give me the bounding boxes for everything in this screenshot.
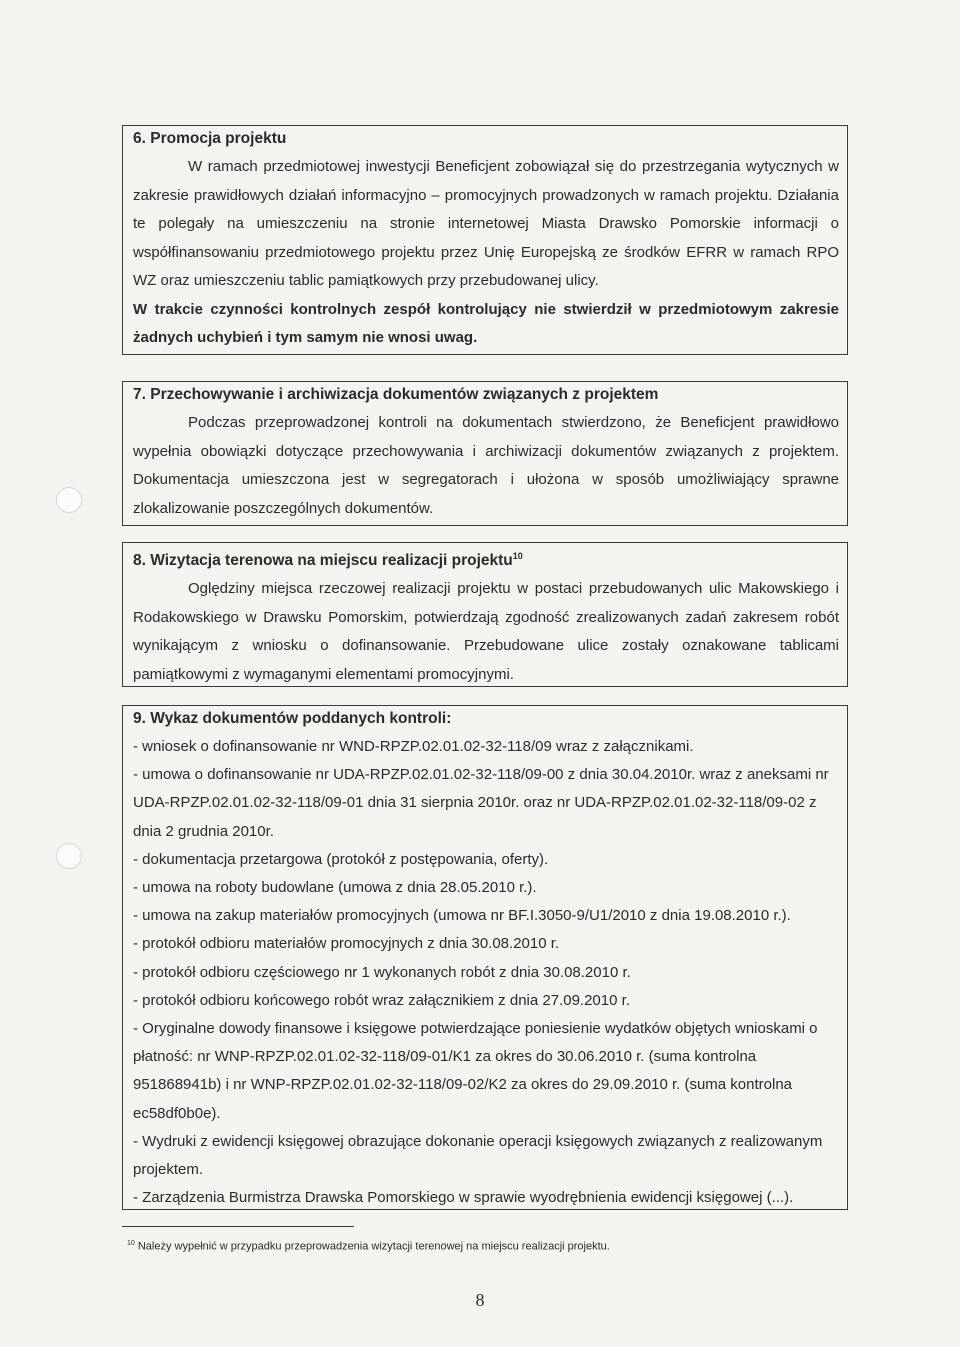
- list-item: - protokół odbioru częściowego nr 1 wykonanych robót z dnia 30.08.2010 r.: [133, 963, 631, 981]
- list-item: - Oryginalne dowody finansowe i księgowe potwierdzające poniesienie wydatków objętych wnioskami o płatność: nr WNP-RPZP.02.01.02-32-118/09-01/K1 za okres do 30.06.2010 r. (suma kontrolna 951868941b) i nr WNP-RPZP.02.01.02-32-118/09-02/K2 za okres do 29.09.2010 r. (suma kontrolna ec58df0b0e).: [133, 1020, 818, 1122]
- section-wizytacja: [122, 542, 848, 687]
- section-conclusion: W trakcie czynności kontrolnych zespół kontrolujący nie stwierdził w przedmiotowym zakresie żadnych uchybień i tym samym nie wnosi uwag.: [133, 300, 839, 346]
- footnote-text: Należy wypełnić w przypadku przeprowadzenia wizytacji terenowej na miejscu realizacji projektu.: [137, 1240, 610, 1253]
- section-title-text: 8. Wizytacja terenowa na miejscu realizacji projektu: [133, 552, 513, 570]
- section-title: 9. Wykaz dokumentów poddanych kontroli:: [133, 710, 452, 727]
- footnote-divider: [122, 1226, 354, 1227]
- list-item: - umowa o dofinansowanie nr UDA-RPZP.02.01.02-32-118/09-00 z dnia 30.04.2010r. wraz z aneksami nr UDA-RPZP.02.01.02-32-118/09-01 dnia 31 sierpnia 2010r. oraz nr UDA-RPZP.02.01.02-32-118/09-02 z dnia 2 grudnia 2010r.: [133, 766, 829, 840]
- list-item: - Zarządzenia Burmistrza Drawska Pomorskiego w sprawie wyodrębnienia ewidencji księgowej (...).: [133, 1189, 794, 1207]
- list-item: - wniosek o dofinansowanie nr WND-RPZP.02.01.02-32-118/09 wraz z załącznikami.: [133, 738, 694, 755]
- section-promocja: [122, 125, 848, 355]
- list-item: - Wydruki z ewidencji księgowej obrazujące dokonanie operacji księgowych związanych z realizowanym projektem.: [133, 1132, 823, 1179]
- punch-hole: [56, 843, 82, 869]
- list-item: - protokół odbioru końcowego robót wraz załącznikiem z dnia 27.09.2010 r.: [133, 991, 630, 1009]
- section-paragraph: W ramach przedmiotowej inwestycji Beneficjent zobowiązał się do przestrzegania wytycznych w zakresie prawidłowych działań informacyjno – promocyjnych prowadzonych w ramach projektu. Działania te polegały na umieszczeniu na stronie internetowej Miasta Drawsko Pomorskie informacji o współfinansowaniu przedmiotowego projektu przez Unię Europejską ze środków EFRR w ramach RPO WZ oraz umieszczeniu tablic pamiątkowych przy przebudowanej ulicy.: [133, 158, 839, 289]
- footnote-number: 10: [127, 1240, 135, 1247]
- section-paragraph: Podczas przeprowadzonej kontroli na dokumentach stwierdzono, że Beneficjent prawidłowo wypełnia obowiązki dotyczące przechowywania i archiwizacji dokumentów związanych z projektem. Dokumentacja umieszczona jest w segregatorach i ułożona w sposób umożliwiający sprawne zlokalizowanie poszczególnych dokumentów.: [133, 414, 839, 517]
- document-list: [133, 733, 839, 1212]
- section-wykaz-dokumentow: [122, 705, 848, 1210]
- footnote-ref: 10: [512, 551, 523, 561]
- section-title: 7. Przechowywanie i archiwizacja dokumentów związanych z projektem: [133, 386, 659, 403]
- footnote: [127, 1240, 610, 1253]
- section-title: [133, 546, 839, 571]
- section-archiwizacja: [122, 381, 848, 526]
- list-item: - umowa na zakup materiałów promocyjnych (umowa nr BF.I.3050-9/U1/2010 z dnia 19.08.2010 r.).: [133, 907, 791, 925]
- section-title: 6. Promocja projektu: [133, 130, 287, 147]
- list-item: - dokumentacja przetargowa (protokół z postępowania, oferty).: [133, 850, 549, 868]
- punch-hole: [56, 487, 82, 513]
- page-number: 8: [475, 1290, 485, 1310]
- list-item: - protokół odbioru materiałów promocyjnych z dnia 30.08.2010 r.: [133, 935, 560, 953]
- section-paragraph: Oględziny miejsca rzeczowej realizacji projektu w postaci przebudowanych ulic Makowskiego i Rodakowskiego w Drawsku Pomorskim, potwierdzają zgodność zrealizowanych zadań zakresem robót wynikającym z wniosku o dofinansowanie. Przebudowane ulice zostały oznakowane tablicami pamiątkowymi z wymaganymi elementami promocyjnymi.: [133, 580, 839, 683]
- list-item: - umowa na roboty budowlane (umowa z dnia 28.05.2010 r.).: [133, 879, 537, 897]
